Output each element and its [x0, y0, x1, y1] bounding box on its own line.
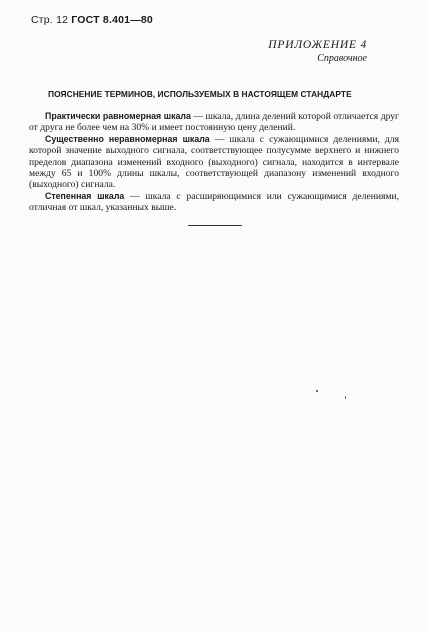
- term-name: Степенная шкала: [45, 190, 125, 201]
- section-title: ПОЯСНЕНИЕ ТЕРМИНОВ, ИСПОЛЬЗУЕМЫХ В НАСТОЯЩЕМ СТАНДАРТЕ: [48, 89, 352, 99]
- term-definition: — шкала с сужающимися делениями, для которой значение выходного сигнала, соответствующее полусумме верхнего и нижнего пределов диапазона изменений входного (выходного) сигнала, находится в интервале между 65 и 100% длины шкалы, соответствующей диапазону изменений входного (выходного) сигнала.: [29, 133, 399, 191]
- term-name: Существенно неравномерная шкала: [45, 133, 210, 144]
- appendix-block: [268, 38, 367, 66]
- term-paragraph: [29, 191, 399, 214]
- appendix-title: ПРИЛОЖЕНИЕ 4: [268, 39, 367, 51]
- term-name: Практически равномерная шкала: [45, 111, 191, 121]
- end-rule: [188, 225, 242, 226]
- term-definition: — шкала с расширяющимися или сужающимися делениями, отличная от шкал, указанных выше.: [29, 190, 399, 214]
- page-number: Стр. 12: [31, 14, 69, 26]
- term-paragraph: [29, 134, 399, 191]
- scan-speck: [316, 390, 318, 392]
- standard-number: ГОСТ 8.401—80: [71, 14, 153, 26]
- term-paragraph: [29, 111, 399, 134]
- scan-speck: [345, 396, 346, 399]
- term-definition: — шкала, длина делений которой отличается друг от друга не более чем на 30% и имеет постоянную цену делений.: [29, 111, 399, 134]
- appendix-subtitle: Справочное: [317, 53, 367, 64]
- terms-body: [29, 111, 399, 214]
- page-header: [31, 14, 153, 26]
